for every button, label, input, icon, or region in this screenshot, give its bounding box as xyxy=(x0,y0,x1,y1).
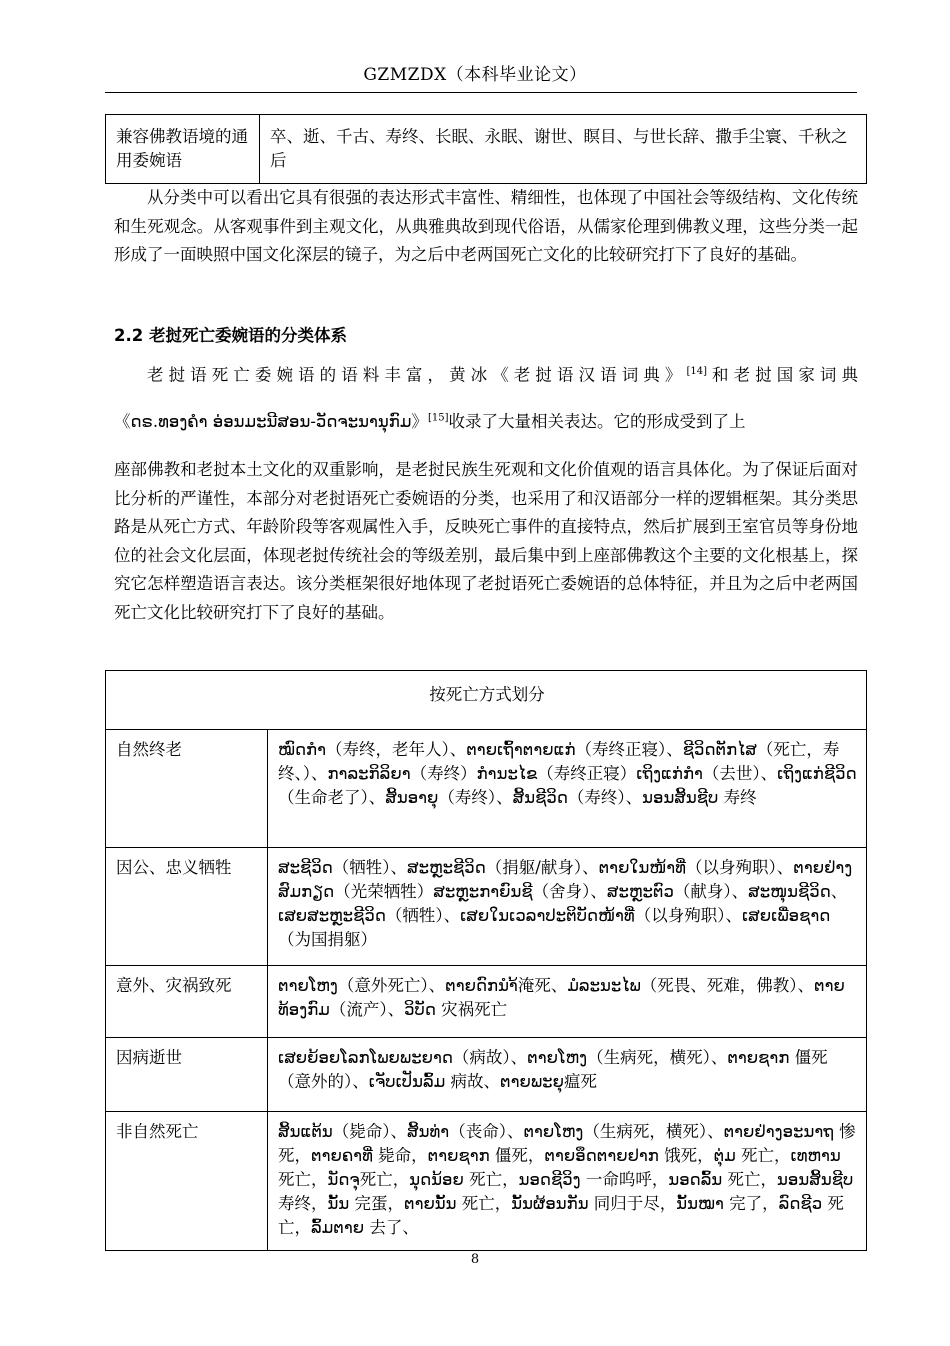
paragraph-2-body: 座部佛教和老挝本土文化的双重影响，是老挝民族生死观和文化价值观的语言具体化。为了保证后面对比分析的严谨性，本部分对老挝语死亡委婉语的分类，也采用了和汉语部分一样的逻辑框架。其分类思路是从死亡方式、年龄阶段等客观属性入手，反映死亡事件的直接特点，然后扩展到王室官员等身份地位的社会文化层面，体现老挝传统社会的等级差别，最后集中到上座部佛教这个主要的文化根基上，探究它怎样塑造语言表达。该分类框架很好地体现了老挝语死亡委婉语的总体特征，并且为之后中老两国死亡文化比较研究打下了良好的基础。 xyxy=(114,460,858,622)
paragraph-1: 从分类中可以看出它具有很强的表达形式丰富性、精细性，也体现了中国社会等级结构、文化传统和生死观念。从客观事件到主观文化，从典雅典故到现代俗语，从儒家伦理到佛教义理，这些分类一起形成了一面映照中国文化深层的镜子，为之后中老两国死亡文化的比较研究打下了良好的基础。 xyxy=(114,188,858,264)
table-cell-category: 因病逝世 xyxy=(106,1038,268,1112)
table-row xyxy=(106,730,867,848)
table-header-row xyxy=(106,671,867,730)
table-cell-terms: ສະຊີວິດ（牺牲）、ສະຫຼະຊີວິດ（捐躯/献身）、ຕາຍໃນໜ້າທີ່（以身殉职）、ຕາຍຢ່າງສົມກຽດ（光荣牺牲）ສະຫຼະກາຍົນຊີ（舍身）、ສະຫຼະຕົວ（献身）、ສະໜຸນຊີວິດ、ເສຍສະຫຼະຊີວິດ（牺牲）、ເສຍໃນເວລາປະຕິບັດໜ້າທີ່（以身殉职）、ເສຍເພື່ອຊາດ（为国捐躯） xyxy=(268,848,867,966)
citation-15: [15] xyxy=(427,412,449,424)
citation-14: [14] xyxy=(686,366,707,377)
lao-dictionary-title: 《ດຣ.ທອງຄຳ ອ່ອນມະນີສອນ-ວັດຈະນານຸກົມ》 xyxy=(114,412,428,431)
paragraph-2-text-a: 老挝语死亡委婉语的语料丰富，黄冰《老挝语汉语词典》 xyxy=(147,365,687,385)
table-row xyxy=(106,848,867,966)
paragraph-2-line1 xyxy=(114,358,858,390)
table-cell-category: 非自然死亡 xyxy=(106,1112,268,1251)
table-cell-category: 兼容佛教语境的通用委婉语 xyxy=(106,115,260,184)
table-row xyxy=(106,1112,867,1251)
page-header-title: GZMZDX（本科毕业论文） xyxy=(363,65,587,85)
table-cell-terms: ສິ້ນແຕ້ນ（毙命）、ສິ້ນທ່າ（丧命）、ຕາຍໂຫງ（生病死，横死）、ຕາຍຢ່າງອະນາຖ 惨死，ຕາຍຄາທີ່ 毙命，ຕາຍຊາກ 僵死，ຕາຍອຶດຕາຍຢາກ 饿死，ຕຸ່ມ 死亡，ເທຫານ 死亡，ນັດຈຸ死亡，ນຸດນ້ອຍ 死亡，ນອດຊີວິງ 一命呜呼，ນອດລົ້ນ 死亡，ນອນສິ້ນຊີບ 寿终，ນັ້ນ 完蛋，ຕາຍນັ້ນ 死亡，ນັ້ນຜ້ອນກັນ 同归于尽，ນັ້ນໝາ 完了，ລົດຊີວ 死亡，ລົ້ມຕາຍ 去了、 xyxy=(268,1112,867,1251)
table-row xyxy=(106,1038,867,1112)
classification-table xyxy=(105,670,867,1251)
paragraph-2-text-b: 和老挝国家词典 xyxy=(706,365,859,385)
section-heading: 2.2 老挝死亡委婉语的分类体系 xyxy=(114,326,347,345)
paragraph-2-text-c: 收录了大量相关表达。它的形成受到了上 xyxy=(448,412,746,431)
table-row xyxy=(106,966,867,1038)
paragraph-2-line2 xyxy=(114,408,858,432)
page-number: 8 xyxy=(470,1252,480,1267)
table-header: 按死亡方式划分 xyxy=(106,671,867,730)
table-cell-terms: 卒、逝、千古、寿终、长眠、永眠、谢世、瞑目、与世长辞、撒手尘寰、千秋之后 xyxy=(260,115,867,184)
table-row xyxy=(106,115,867,184)
table-cell-terms: ເສຍຍ້ອຍໂລກໂພຍພະຍາດ（病故）、ຕາຍໂຫງ（生病死，横死）、ຕາຍຊາກ 僵死（意外的）、ເຈັບເປັນລົ້ມ 病故、ຕາຍພະຍຸ瘟死 xyxy=(268,1038,867,1112)
table-cell-terms: ຕາຍໂຫງ（意外死亡）、ຕາຍດົກນຳ້淹死、ມໍລະນະໄພ（死畏、死难，佛教）、ຕາຍທ້ອງກົມ（流产）、ວິບັດ 灾祸死亡 xyxy=(268,966,867,1038)
table-cell-terms: ໝົດກຳ（寿终，老年人）、ຕາຍເຖົ້າຕາຍແກ່（寿终正寝）、ຊີວິດຕັກໄສ（死亡，寿终、）、ກາລະກິລິຍາ（寿终）ກຳນະໄຂ（寿终正寝）ເຖິງແກ່ກຳ（去世）、ເຖິງແກ່ຊີວິດ（生命老了）、ສິ້ນອາຍຸ（寿终）、ສິ້ນຊີວິດ（寿终）、ນອນສິ້ນຊີບ 寿终 xyxy=(268,730,867,848)
table-cell-category: 自然终老 xyxy=(106,730,268,848)
table-cell-category: 意外、灾祸致死 xyxy=(106,966,268,1038)
top-table xyxy=(105,114,867,184)
header-rule xyxy=(105,92,857,93)
table-cell-category: 因公、忠义牺牲 xyxy=(106,848,268,966)
